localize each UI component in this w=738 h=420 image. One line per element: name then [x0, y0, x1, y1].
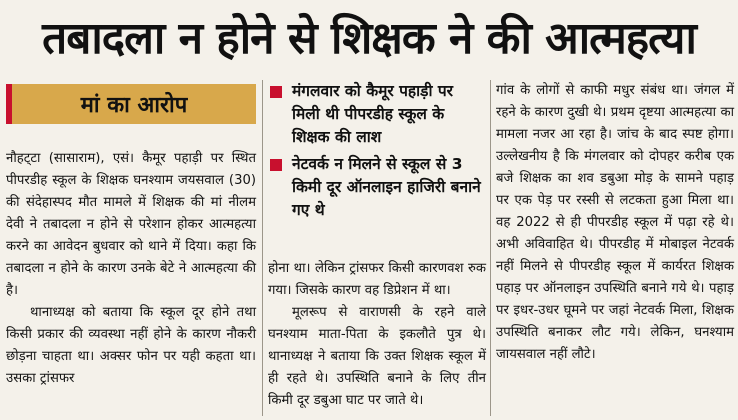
bullet-square-icon [270, 86, 282, 98]
article-column-2 [268, 258, 486, 412]
column-divider-1 [262, 80, 263, 416]
column2-paragraph-2: मूलरूप से वाराणसी के रहने वाले घनश्याम माता-पिता के इकलौते पुत्र थे। थानाध्यक्ष ने बताया कि उक्त शिक्षक स्कूल में ही रहते थे। उपस्थिति बनाने के लिए तीन किमी दूर डबुआ घाट पर जाते थे। [268, 305, 486, 408]
column3-paragraph-1: गांव के लोगों से काफी मधुर संबंध था। जंगल में रहने के कारण दुखी थे। प्रथम दृष्टया आत्महत्या का मामला नजर आ रहा है। जांच के बाद स्पष्ट होगा। उल्लेखनीय है कि मंगलवार को दोपहर करीब एक बजे शिक्षक का शव डबुआ मोड़ के सामने पहाड़ पर एक पेड़ पर रस्सी से लटकता हुआ मिला था। वह 2022 से ही पीपरडीह स्कूल में पढ़ा रहे थे। अभी अविवाहित थे। पीपरडीह में मोबाइल नेटवर्क नहीं मिलने से पीपरडीह स्कूल में कार्यरत शिक्षक पहाड़ पर ऑनलाइन उपस्थिति बनाने गये थे। पहाड़ पर इधर-उधर घूमने पर जहां नेटवर्क मिला, शिक्षक उपस्थिति बनाकर लौट गये। लेकिन, घनश्याम जायसवाल नहीं लौटे। [496, 83, 734, 362]
bullet-square-icon [270, 159, 282, 171]
kicker-box [6, 84, 256, 124]
kicker-label: मां का आरोप [80, 93, 188, 118]
highlight-text-2: नेटवर्क न मिलने से स्कूल से 3 किमी दूर ऑनलाइन हाजिरी बनाने गए थे [292, 155, 481, 219]
column1-paragraph-2: थानाध्यक्ष को बताया कि स्कूल दूर होने तथा किसी प्रकार की व्यवस्था नहीं होने के कारण नौकरी छोड़ना चाहता था। अक्सर फोन पर यही कहता था। उसका ट्रांसफर [6, 305, 256, 386]
highlight-item [270, 80, 486, 149]
article-column-3 [496, 80, 734, 366]
column2-paragraph-1: होना था। लेकिन ट्रांसफर किसी कारणवश रुक गया। जिसके कारण वह डिप्रेशन में था। [268, 261, 486, 298]
column-divider-2 [490, 80, 491, 416]
column1-paragraph-1: नौहट्‌टा (सासाराम), एसं। कैमूर पहाड़ी पर स्थित पीपरडीह स्कूल के शिक्षक घनश्याम जयसवाल (30) की संदेहास्पद मौत मामले में शिक्षक की मां नीलम देवी ने तबादला न होने से परेशान होकर आत्महत्या करने का आवेदन बुधवार को थाने में दिया। कहा कि तबादला न होने के कारण उनके बेटे ने आत्महत्या की है। [6, 151, 256, 298]
article-column-1 [6, 148, 256, 390]
highlights-box [270, 80, 486, 226]
highlight-text-1: मंगलवार को कैमूर पहाड़ी पर मिली थी पीपरडीह स्कूल के शिक्षक की लाश [292, 82, 453, 146]
highlight-item [270, 153, 486, 222]
headline: तबादला न होने से शिक्षक ने की आत्महत्या [42, 13, 696, 64]
